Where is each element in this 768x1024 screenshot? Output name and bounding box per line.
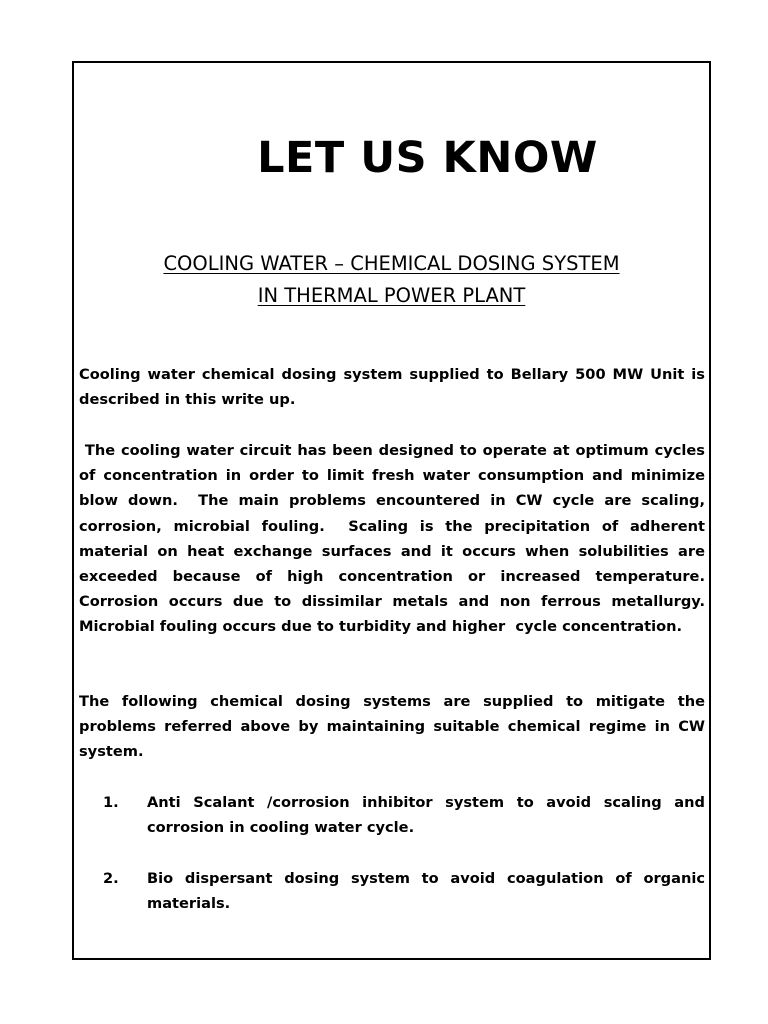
subtitle-line-2: IN THERMAL POWER PLANT [257,284,526,307]
list-item-number: 2. [103,870,119,887]
dosing-systems-paragraph: The following chemical dosing systems are supplied to mitigate the problems referred above by maintaining suitable chemical regime in CW system. [79,693,705,761]
subtitle-line-1: COOLING WATER – CHEMICAL DOSING SYSTEM [163,252,620,275]
list-item-text: Anti Scalant /corrosion inhibitor system to avoid scaling and corrosion in cooling water cycle. [147,794,705,837]
page-title: LET US KNOW [257,133,598,183]
intro-paragraph: Cooling water chemical dosing system supplied to Bellary 500 MW Unit is described in this write up. [79,366,705,409]
list-item [79,790,705,840]
list-item-number: 1. [103,794,119,811]
circuit-paragraph: The cooling water circuit has been designed to operate at optimum cycles of concentration in order to limit fresh water consumption and minimize blow down. The main problems encountered in CW cycle are scaling, corrosion, microbial fouling. Scaling is the precipitation of adherent material on heat exchange surfaces and it occurs when solubilities are exceeded because of high concentration or increased temperature. Corrosion occurs due to dissimilar metals and non ferrous metallurgy. Microbial fouling occurs due to turbidity and higher cycle concentration. [79,442,716,636]
list-item-text: Bio dispersant dosing system to avoid coagulation of organic materials. [147,870,705,913]
list-item [79,866,705,916]
